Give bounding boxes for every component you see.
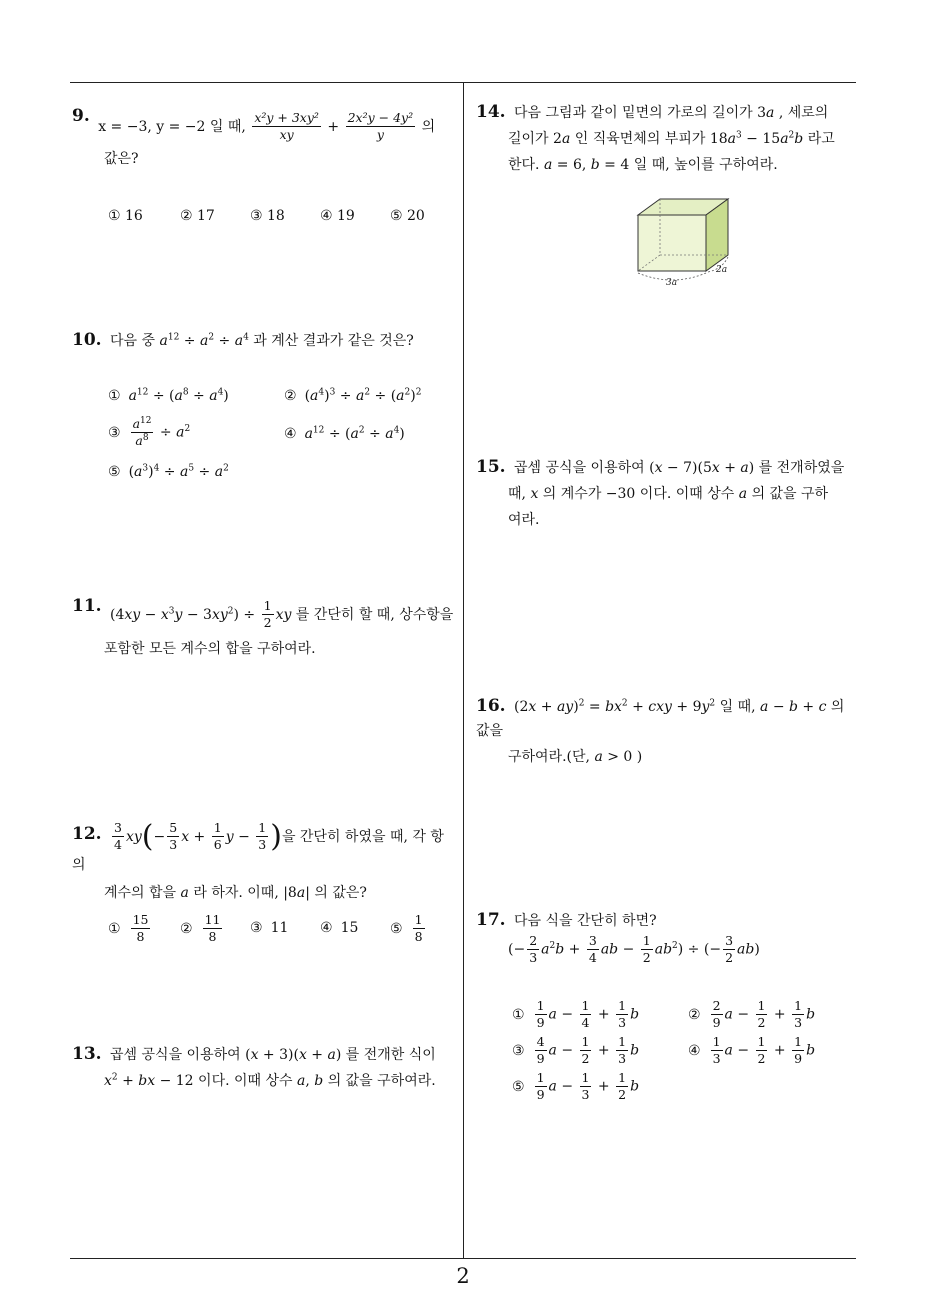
question-13: 13. 곱셈 공식을 이용하여 (x + 3)(x + a) 를 전개한 식이 $x^2$ + bx − 12 이다. 이때 상수 a, b 의 값을 구하여라. — [72, 1044, 436, 1089]
q12-choices — [108, 912, 448, 952]
question-number: 14. — [476, 102, 506, 122]
page-number: 2 — [456, 1264, 470, 1288]
choice-5[interactable]: ⑤ $(a^3)^4 \div a^5 \div a^2$ — [108, 463, 229, 480]
choice-2[interactable]: ② 17 — [180, 208, 215, 224]
q9-line2: 값은? — [104, 151, 139, 167]
q17-choices — [512, 998, 852, 1113]
choice-5[interactable]: ⑤ 20 — [390, 208, 425, 224]
question-10: 10. 다음 중 $a^{12} \div a^2 \div a^4$ 과 계산 결과가 같은 것은? — [72, 330, 414, 350]
bottom-rule — [70, 1258, 856, 1259]
choice-2[interactable]: ② $(a^4)^3 \div a^2 \div (a^2)^2$ — [284, 387, 422, 404]
cuboid-width-label: 3a — [666, 278, 678, 288]
question-15: 15. 곱셈 공식을 이용하여 (x − 7)(5x + a) 를 전개하였을 때, x 의 계수가 −30 이다. 이때 상수 a 의 값을 구하 여라. — [476, 457, 845, 528]
question-number: 10. — [72, 330, 102, 350]
question-number: 15. — [476, 457, 506, 477]
choice-4[interactable]: ④ 15 — [320, 920, 359, 936]
q10-choices — [108, 388, 448, 488]
question-number: 9. — [72, 105, 90, 126]
choice-5[interactable]: ⑤ $\frac{1}{8}$ — [390, 912, 423, 944]
question-number: 12. — [72, 823, 102, 844]
choice-3[interactable]: ③ 18 — [250, 208, 285, 224]
q9-condition: x = −3, y = −2 일 때, $\frac{\text{x²y + 3xy²}}{xy}$ + $\frac{\text{2x²y − 4y²}}{y}$ 의 — [98, 110, 436, 142]
column-divider — [463, 82, 464, 1258]
question-11: 11. $(4xy - x^3y - 3xy^2)$ ÷ $\frac{1}{2}$ xy 를 간단히 할 때, 상수항을 포함한 모든 계수의 합을 구하여라. — [72, 595, 454, 657]
choice-1[interactable]: ① $\frac{15}{8}$ — [108, 912, 149, 944]
question-12: 12. $\frac{3}{4}$ xy(− $\frac{5}{3}$ x + $\frac{1}{6}$ y − $\frac{1}{3}$ )을 간단히 하였을 때, 각 항의 계수의 합을 a 라 하자. 이때, |8a| 의 값은? — [72, 818, 444, 901]
choice-2[interactable]: ② $\frac{11}{8}$ — [180, 912, 221, 944]
choice-4[interactable]: ④ 19 — [320, 208, 355, 224]
choice-3[interactable]: ③ $\frac{a^{12}}{a^8}$ ÷ $a^2$ — [108, 415, 191, 448]
cuboid-depth-label: 2a — [716, 265, 728, 275]
q9-fraction-1: $\frac{\text{x²y + 3xy²}}{xy}$ — [254, 110, 319, 142]
question-number: 11. — [72, 595, 102, 616]
choice-1[interactable]: ① 16 — [108, 208, 143, 224]
question-16: 16. $(2x + ay)^2 = bx^2$ + cxy + $9y^2$ 일 때, a − b + c 의 값을 구하여라.(단, a > 0 ) — [476, 696, 845, 765]
question-number: 17. — [476, 910, 506, 930]
choice-3[interactable]: ③ 11 — [250, 920, 289, 936]
cuboid-figure — [630, 195, 740, 290]
choice-4[interactable]: ④ $\frac{1}{3}$ a − $\frac{1}{2}$ + $\frac{1}{9}$ b — [688, 1034, 816, 1066]
question-14: 14. 다음 그림과 같이 밑면의 가로의 길이가 3a , 세로의 길이가 2a 인 직육면체의 부피가 $18a^3 - 15a^2b$ 라고 한다. a = 6, b = 4 일 때, 높이를 구하여라. — [476, 102, 835, 173]
choice-5[interactable]: ⑤ $\frac{1}{9}$ a − $\frac{1}{3}$ + $\frac{1}{2}$ b — [512, 1070, 640, 1102]
question-number: 16. — [476, 696, 506, 716]
question-17: 17. 다음 식을 간단히 하면? (− $\frac{2}{3}$ $a^2b$ + $\frac{3}{4}$ ab − $\frac{1}{2}$ $ab^2$) ÷ (− $\frac{3}{2}$ ab) — [476, 910, 760, 965]
question-number: 13. — [72, 1044, 102, 1064]
choice-4[interactable]: ④ $a^{12} \div (a^2 \div a^4)$ — [284, 425, 405, 442]
choice-3[interactable]: ③ $\frac{4}{9}$ a − $\frac{1}{2}$ + $\frac{1}{3}$ b — [512, 1034, 640, 1066]
question-9 — [72, 100, 457, 171]
q9-fraction-2: $\frac{\text{2x²y − 4y²}}{y}$ — [347, 110, 414, 142]
choice-1[interactable]: ① $a^{12} \div (a^8 \div a^4)$ — [108, 387, 229, 404]
choice-1[interactable]: ① $\frac{1}{9}$ a − $\frac{1}{4}$ + $\frac{1}{3}$ b — [512, 998, 640, 1030]
choice-2[interactable]: ② $\frac{2}{9}$ a − $\frac{1}{2}$ + $\frac{1}{3}$ b — [688, 998, 816, 1030]
